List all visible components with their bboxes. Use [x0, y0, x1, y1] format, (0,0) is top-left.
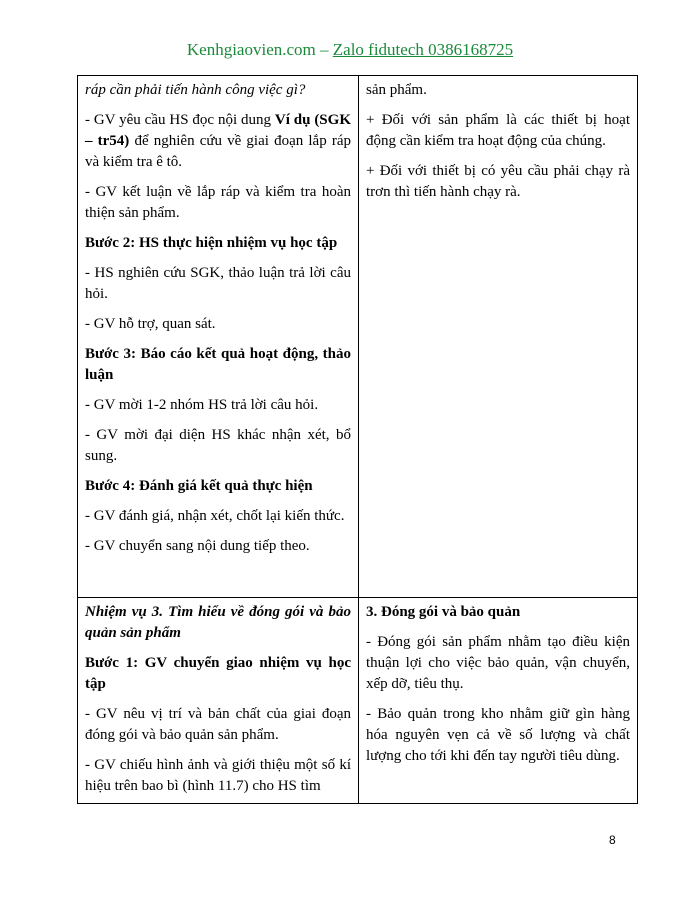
task-heading: Nhiệm vụ 3. Tìm hiểu về đóng gói và bảo quản sản phẩm — [85, 604, 351, 641]
header-separator: – — [315, 40, 333, 59]
step3-heading: Bước 3: Báo cáo kết quả hoạt động, thảo luận — [85, 346, 351, 383]
site-name: Kenhgiaovien.com — [186, 40, 316, 59]
section-heading: 3. Đóng gói và bảo quản — [366, 604, 521, 620]
activity-cell — [78, 598, 359, 804]
content-paragraph: + Đối với sản phẩm là các thiết bị hoạt động cần kiểm tra hoạt động của chúng. — [366, 112, 630, 149]
conclusion-paragraph: - GV kết luận về lắp ráp và kiểm tra hoàn thiện sản phẩm. — [85, 184, 351, 221]
content-paragraph: + Đối với thiết bị có yêu cầu phải chạy rà trơn thì tiến hành chạy rà. — [366, 163, 630, 200]
step1-item: - GV nêu vị trí và bản chất của giai đoạn đóng gói và bảo quản sản phẩm. — [85, 706, 351, 743]
instruction-paragraph: - GV yêu cầu HS đọc nội dung Ví dụ (SGK – tr54) để nghiên cứu về giai đoạn lắp ráp và kiểm tra ê tô. — [85, 112, 351, 170]
lesson-table — [77, 75, 638, 804]
contact-link[interactable]: Zalo fidutech 0386168725 — [332, 40, 514, 59]
page-number: 8 — [609, 833, 616, 847]
step3-item: - GV mời đại diện HS khác nhận xét, bổ sung. — [85, 427, 351, 464]
content-cell — [359, 598, 638, 804]
content-paragraph: - Bảo quản trong kho nhằm giữ gìn hàng hóa nguyên vẹn cả về số lượng và chất lượng cho tới khi đến tay người tiêu dùng. — [366, 706, 630, 764]
step4-item: - GV chuyển sang nội dung tiếp theo. — [85, 538, 310, 554]
content-cell — [359, 76, 638, 598]
step1-item: - GV chiếu hình ảnh và giới thiệu một số kí hiệu trên bao bì (hình 11.7) cho HS tìm — [85, 757, 351, 794]
example-reference: Ví dụ (SGK – tr54) — [85, 112, 351, 149]
activity-cell — [78, 76, 359, 598]
question-text: ráp cần phải tiến hành công việc gì? — [85, 82, 306, 98]
step4-heading: Bước 4: Đánh giá kết quả thực hiện — [85, 478, 313, 494]
step2-item: - GV hỗ trợ, quan sát. — [85, 316, 216, 332]
table-row — [78, 76, 638, 598]
content-paragraph: sản phẩm. — [366, 82, 427, 98]
step3-item: - GV mời 1-2 nhóm HS trả lời câu hỏi. — [85, 397, 319, 413]
step4-item: - GV đánh giá, nhận xét, chốt lại kiến thức. — [85, 508, 345, 524]
content-paragraph: - Đóng gói sản phẩm nhằm tạo điều kiện thuận lợi cho việc bảo quản, vận chuyển, xếp dỡ, tiêu thụ. — [366, 634, 630, 692]
table-row — [78, 598, 638, 804]
step2-item: - HS nghiên cứu SGK, thảo luận trả lời câu hỏi. — [85, 265, 351, 302]
page-header — [0, 40, 700, 60]
step1-heading: Bước 1: GV chuyển giao nhiệm vụ học tập — [85, 655, 351, 692]
step2-heading: Bước 2: HS thực hiện nhiệm vụ học tập — [85, 235, 338, 251]
